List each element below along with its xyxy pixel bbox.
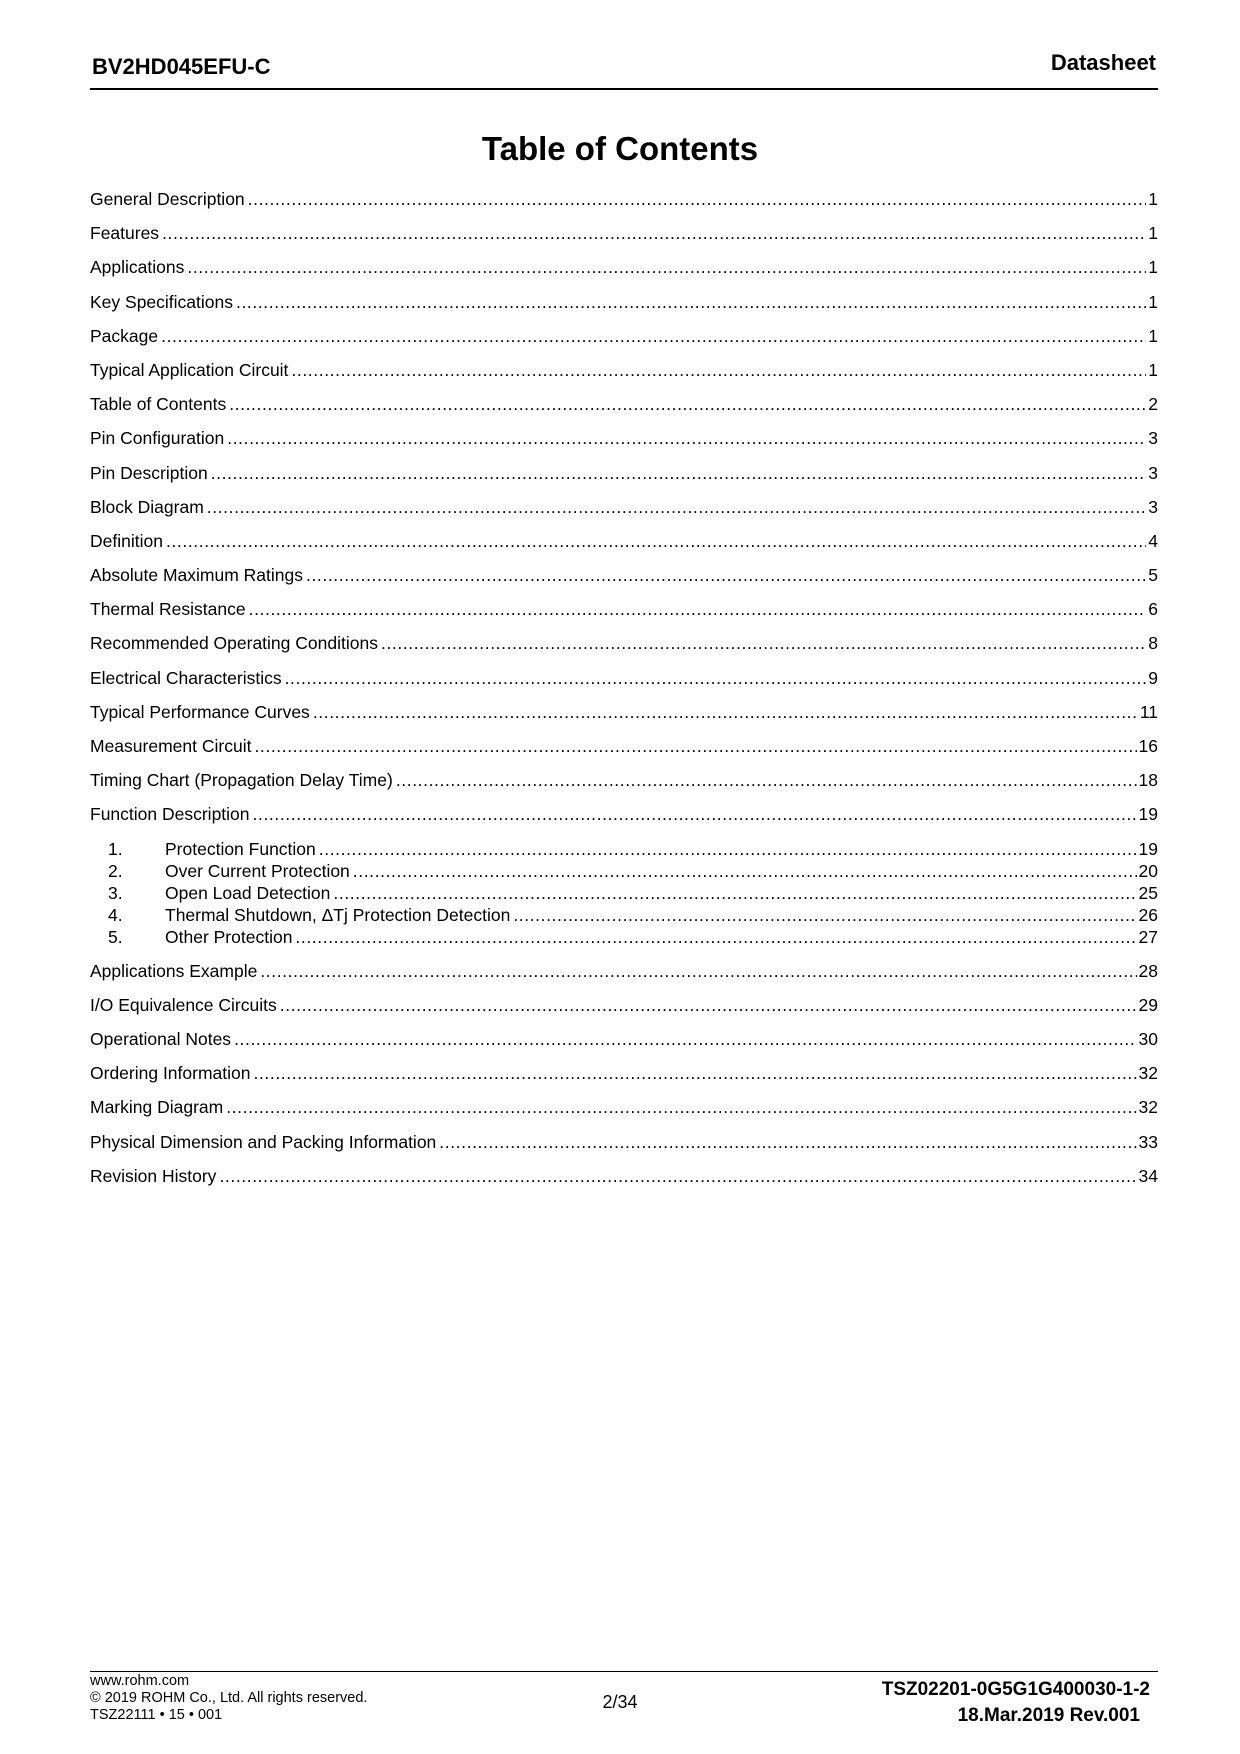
toc-entry-label: Typical Performance Curves	[90, 701, 310, 722]
toc-sub-entry-thermal-shutdown[interactable]	[90, 904, 1158, 926]
toc-entry-key-specifications[interactable]	[90, 285, 1158, 319]
footer-divider	[90, 1671, 1158, 1672]
toc-entry-operational-notes[interactable]	[90, 1022, 1158, 1056]
toc-entry-revision-history[interactable]	[90, 1159, 1158, 1193]
toc-entry-typical-performance-curves[interactable]	[90, 695, 1158, 729]
toc-entry-page: 32	[1138, 1063, 1158, 1084]
toc-leader-dots	[161, 319, 1146, 353]
toc-entry-table-of-contents[interactable]	[90, 387, 1158, 421]
toc-leader-dots	[353, 860, 1137, 882]
toc-leader-dots	[306, 558, 1146, 592]
toc-entry-label: Applications Example	[90, 960, 258, 981]
toc-entry-page: 3	[1148, 496, 1158, 517]
toc-sub-number: 5.	[108, 926, 123, 947]
toc-leader-dots	[236, 285, 1146, 319]
toc-sub-label: Open Load Detection	[165, 882, 331, 903]
toc-entry-label: Timing Chart (Propagation Delay Time)	[90, 770, 393, 791]
toc-entry-label: Features	[90, 223, 160, 244]
toc-entry-label: Package	[90, 325, 159, 346]
toc-entry-applications[interactable]	[90, 250, 1158, 284]
toc-entry-page: 1	[1148, 291, 1158, 312]
toc-entry-page: 1	[1148, 257, 1158, 278]
footer-revision-date: 18.Mar.2019 Rev.001	[957, 1705, 1140, 1726]
toc-entry-label: Table of Contents	[90, 394, 227, 415]
toc-sub-number: 3.	[108, 882, 123, 903]
toc-entry-label: Thermal Resistance	[90, 599, 246, 620]
toc-sub-page: 25	[1138, 882, 1158, 903]
toc-sub-entry-open-load-detection[interactable]	[90, 882, 1158, 904]
toc-entry-label: Block Diagram	[90, 496, 204, 517]
toc-sub-label: Thermal Shutdown, ΔTj Protection Detection	[165, 904, 511, 925]
toc-entry-recommended-operating-conditions[interactable]	[90, 626, 1158, 660]
toc-entry-page: 1	[1148, 189, 1158, 209]
toc-entry-page: 34	[1138, 1165, 1158, 1186]
toc-leader-dots	[187, 250, 1146, 284]
toc-sub-entry-over-current-protection[interactable]	[90, 860, 1158, 882]
toc-leader-dots	[295, 926, 1136, 948]
toc-leader-dots	[248, 182, 1147, 216]
toc-leader-dots	[229, 387, 1146, 421]
toc-leader-dots	[254, 1056, 1137, 1090]
toc-entry-page: 32	[1138, 1097, 1158, 1118]
footer-website[interactable]: www.rohm.com	[90, 1673, 190, 1689]
footer-copyright: © 2019 ROHM Co., Ltd. All rights reserved.	[90, 1690, 368, 1706]
toc-entry-block-diagram[interactable]	[90, 490, 1158, 524]
toc-entry-package[interactable]	[90, 319, 1158, 353]
toc-entry-function-description[interactable]	[90, 797, 1158, 831]
toc-leader-dots	[162, 216, 1146, 250]
toc-entry-io-equivalence-circuits[interactable]	[90, 988, 1158, 1022]
toc-entry-page: 33	[1138, 1131, 1158, 1152]
toc-entry-timing-chart[interactable]	[90, 763, 1158, 797]
toc-leader-dots	[226, 1090, 1136, 1124]
toc-entry-label: Operational Notes	[90, 1028, 232, 1049]
toc-entry-label: General Description	[90, 189, 245, 209]
toc-entry-electrical-characteristics[interactable]	[90, 661, 1158, 695]
page-header	[90, 48, 1158, 90]
toc-sub-list	[90, 832, 1158, 954]
toc-entry-definition[interactable]	[90, 524, 1158, 558]
toc-entry-page: 5	[1148, 565, 1158, 586]
toc-entry-page: 11	[1139, 701, 1158, 722]
toc-entry-label: Physical Dimension and Packing Information	[90, 1131, 437, 1152]
toc-entry-page: 1	[1148, 325, 1158, 346]
toc-leader-dots	[254, 729, 1136, 763]
toc-sub-number: 4.	[108, 904, 123, 925]
toc-entry-page: 2	[1148, 394, 1158, 415]
toc-sub-number: 1.	[108, 838, 123, 859]
toc-entry-general-description[interactable]	[90, 182, 1158, 216]
toc-entry-absolute-maximum-ratings[interactable]	[90, 558, 1158, 592]
toc-entry-typical-application-circuit[interactable]	[90, 353, 1158, 387]
toc-leader-dots	[280, 988, 1137, 1022]
toc-entry-features[interactable]	[90, 216, 1158, 250]
toc-entry-pin-description[interactable]	[90, 456, 1158, 490]
toc-sub-label: Over Current Protection	[165, 860, 350, 881]
toc-entry-page: 9	[1148, 667, 1158, 688]
toc-leader-dots	[219, 1159, 1136, 1193]
toc-entry-page: 29	[1138, 994, 1158, 1015]
toc-leader-dots	[381, 626, 1146, 660]
toc-entry-label: Recommended Operating Conditions	[90, 633, 378, 654]
toc-entry-page: 3	[1148, 462, 1158, 483]
toc-leader-dots	[285, 661, 1147, 695]
toc-entry-page: 4	[1148, 530, 1158, 551]
toc-entry-thermal-resistance[interactable]	[90, 592, 1158, 626]
toc-entry-label: Applications	[90, 257, 185, 278]
toc-entry-label: Typical Application Circuit	[90, 359, 289, 380]
toc-entry-label: Ordering Information	[90, 1063, 251, 1084]
toc-leader-dots	[207, 490, 1146, 524]
toc-entry-label: Key Specifications	[90, 291, 233, 312]
toc-entry-label: Absolute Maximum Ratings	[90, 565, 303, 586]
toc-entry-label: Marking Diagram	[90, 1097, 224, 1118]
table-of-contents	[90, 182, 1158, 1193]
toc-leader-dots	[249, 592, 1147, 626]
toc-entry-pin-configuration[interactable]	[90, 421, 1158, 455]
toc-entry-measurement-circuit[interactable]	[90, 729, 1158, 763]
toc-entry-page: 6	[1148, 599, 1158, 620]
toc-sub-page: 26	[1138, 904, 1158, 925]
toc-entry-page: 1	[1148, 359, 1158, 380]
toc-entry-page: 8	[1148, 633, 1158, 654]
toc-sub-page: 20	[1138, 860, 1158, 881]
toc-sub-number: 2.	[108, 860, 123, 881]
toc-leader-dots	[253, 797, 1137, 831]
toc-sub-page: 19	[1138, 838, 1158, 859]
toc-leader-dots	[227, 421, 1146, 455]
toc-leader-dots	[291, 353, 1146, 387]
toc-entry-label: Pin Description	[90, 462, 208, 483]
toc-entry-page: 3	[1148, 428, 1158, 449]
toc-sub-page: 27	[1138, 926, 1158, 947]
footer-doc-code: TSZ02201-0G5G1G400030-1-2	[881, 1679, 1150, 1700]
toc-entry-page: 18	[1138, 770, 1158, 791]
toc-leader-dots	[396, 763, 1137, 797]
toc-entry-label: Electrical Characteristics	[90, 667, 282, 688]
toc-entry-ordering-information[interactable]	[90, 1056, 1158, 1090]
toc-entry-label: Pin Configuration	[90, 428, 225, 449]
part-number: BV2HD045EFU-C	[92, 54, 271, 79]
toc-entry-page: 19	[1138, 804, 1158, 825]
toc-entry-label: Revision History	[90, 1165, 217, 1186]
toc-leader-dots	[439, 1125, 1136, 1159]
toc-entry-label: I/O Equivalence Circuits	[90, 994, 277, 1015]
page-title: Table of Contents	[481, 130, 759, 167]
toc-entry-page: 1	[1148, 223, 1158, 244]
toc-leader-dots	[234, 1022, 1136, 1056]
toc-leader-dots	[513, 904, 1136, 926]
toc-entry-page: 16	[1138, 736, 1158, 756]
toc-entry-applications-example[interactable]	[90, 954, 1158, 988]
toc-leader-dots	[211, 456, 1147, 490]
document-type: Datasheet	[1050, 50, 1156, 75]
toc-leader-dots	[333, 882, 1136, 904]
toc-entry-label: Function Description	[90, 804, 250, 825]
toc-sub-label: Other Protection	[165, 926, 293, 947]
toc-leader-dots	[319, 838, 1137, 860]
toc-leader-dots	[166, 524, 1146, 558]
toc-entry-marking-diagram[interactable]	[90, 1090, 1158, 1124]
page-indicator: 2/34	[602, 1692, 638, 1712]
footer-right	[882, 1677, 1150, 1729]
toc-sub-entry-other-protection[interactable]	[90, 926, 1158, 948]
toc-sub-label: Protection Function	[165, 838, 316, 859]
toc-entry-page: 30	[1138, 1028, 1158, 1049]
toc-entry-label: Definition	[90, 530, 163, 551]
toc-sub-entry-protection-function[interactable]	[90, 838, 1158, 860]
toc-entry-label: Measurement Circuit	[90, 736, 252, 756]
footer-form-code: TSZ22111 • 15 • 001	[90, 1707, 223, 1723]
toc-leader-dots	[313, 695, 1138, 729]
toc-entry-physical-dimension[interactable]	[90, 1125, 1158, 1159]
toc-entry-page: 28	[1138, 960, 1158, 981]
toc-leader-dots	[260, 954, 1136, 988]
